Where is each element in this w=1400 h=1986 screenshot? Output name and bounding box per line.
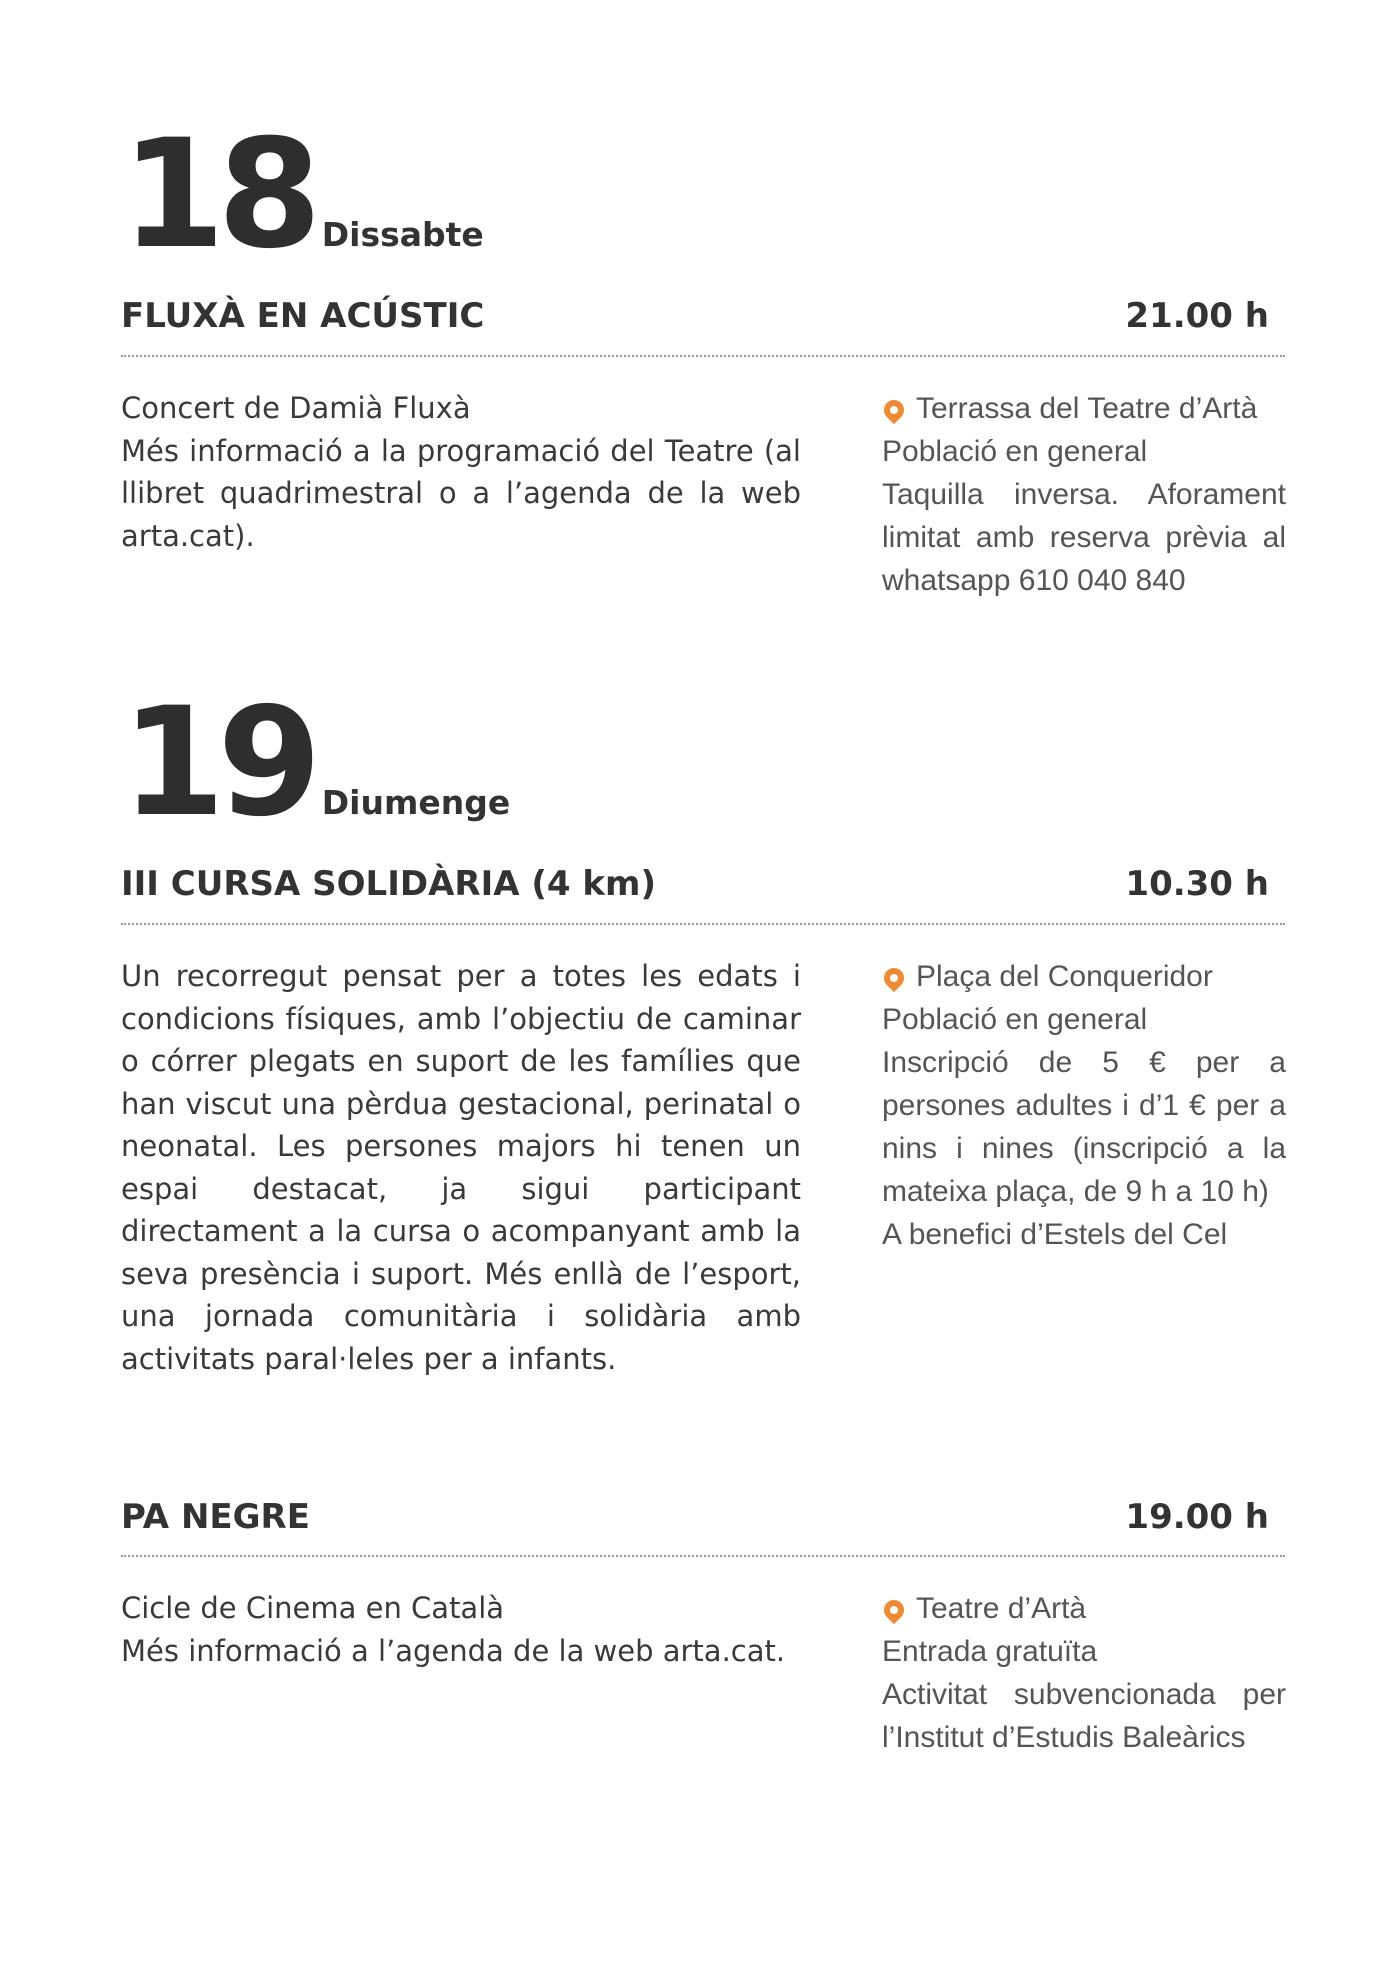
event-detail: Entrada gratuïta xyxy=(882,1635,1098,1668)
location-text: Plaça del Conqueridor xyxy=(916,960,1213,993)
description-line: Més informació a la programació del Teatre (al llibret quadrimestral o a l’agenda de la web arta.cat). xyxy=(121,433,801,553)
event-time: 10.30 h xyxy=(1125,864,1269,904)
event-detail: Taquilla inversa. Aforament limitat amb reserva prèvia al whatsapp 610 040 840 xyxy=(882,478,1286,597)
description-line: Cicle de Cinema en Català xyxy=(121,1591,505,1625)
event-description xyxy=(121,955,801,1380)
event-location xyxy=(882,1587,1286,1630)
event-location xyxy=(882,955,1286,998)
event-detail: Població en general xyxy=(882,1003,1148,1036)
event-time: 19.00 h xyxy=(1125,1497,1269,1537)
location-text: Teatre d’Artà xyxy=(916,1592,1087,1625)
event-detail: A benefici d’Estels del Cel xyxy=(882,1218,1228,1251)
map-pin-icon xyxy=(880,1596,908,1624)
dotted-divider xyxy=(121,1555,1285,1557)
event-detail: Població en general xyxy=(882,435,1148,468)
day-number: 19 xyxy=(121,676,314,850)
description-line: Concert de Damià Fluxà xyxy=(121,391,471,425)
event-title: PA NEGRE xyxy=(121,1497,310,1537)
map-pin-icon xyxy=(880,964,908,992)
day-weekday: Dissabte xyxy=(321,215,484,254)
event-info xyxy=(882,387,1286,602)
event-location xyxy=(882,387,1286,430)
event-title: FLUXÀ EN ACÚSTIC xyxy=(121,296,485,336)
event-description xyxy=(121,387,801,557)
event-header-cursa xyxy=(121,864,1285,904)
location-text: Terrassa del Teatre d’Artà xyxy=(916,392,1258,425)
day-header-18 xyxy=(121,108,484,282)
event-description xyxy=(121,1587,801,1672)
dotted-divider xyxy=(121,355,1285,357)
day-number: 18 xyxy=(121,108,314,282)
event-info xyxy=(882,1587,1286,1759)
description-line: Un recorregut pensat per a totes les edats i condicions físiques, amb l’objectiu de caminar o córrer plegats en suport de les famílies que han viscut una pèrdua gestacional, perinatal o neonatal. Les persones majors hi tenen un espai destacat, ja sigui participant directament a la cursa o acompanyant amb la seva presència i suport. Més enllà de l’esport, una jornada comunitària i solidària amb activitats paral·leles per a infants. xyxy=(121,959,801,1376)
day-header-19 xyxy=(121,676,511,850)
event-time: 21.00 h xyxy=(1125,296,1269,336)
event-header-pa-negre xyxy=(121,1497,1285,1537)
event-detail: Activitat subvencionada per l’Institut d’Estudis Baleàrics xyxy=(882,1678,1286,1754)
event-detail: Inscripció de 5 € per a persones adultes i d’1 € per a nins i nines (inscripció a la mateixa plaça, de 9 h a 10 h) xyxy=(882,1046,1286,1208)
day-weekday: Diumenge xyxy=(321,783,511,822)
dotted-divider xyxy=(121,923,1285,925)
event-title: III CURSA SOLIDÀRIA (4 km) xyxy=(121,864,657,904)
event-header-fluxa xyxy=(121,296,1285,336)
event-info xyxy=(882,955,1286,1256)
description-line: Més informació a l’agenda de la web arta.cat. xyxy=(121,1633,786,1668)
map-pin-icon xyxy=(880,396,908,424)
